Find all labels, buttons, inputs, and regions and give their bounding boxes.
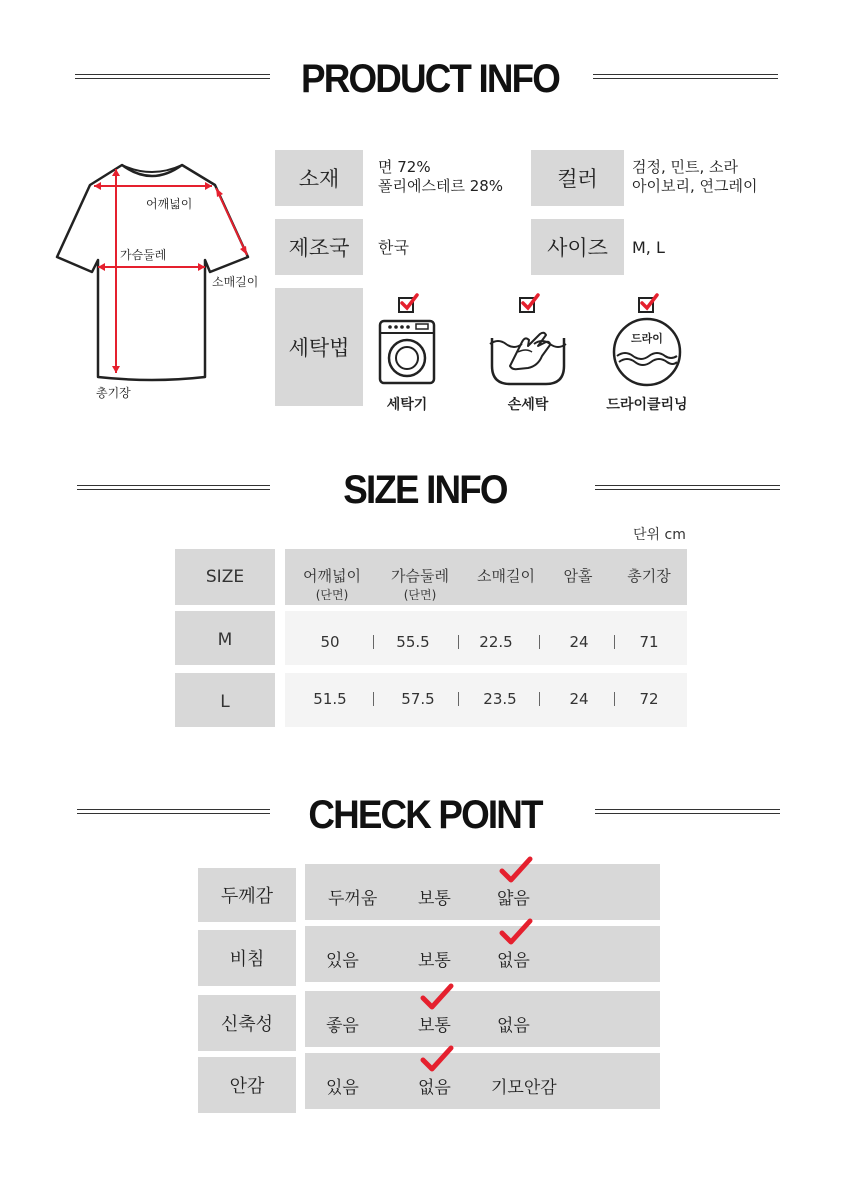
red-check-icon (519, 291, 541, 313)
check-option: 두꺼움 (328, 889, 378, 909)
size-m-shoulder: 50 (320, 633, 340, 651)
origin-label: 제조국 (275, 219, 363, 275)
wash-check-box-1 (398, 297, 414, 313)
heading-rule-left (75, 74, 270, 79)
size-separator (539, 635, 540, 649)
wash-label: 세탁법 (275, 288, 363, 406)
size-row-m-label: M (217, 630, 233, 650)
col-name-shoulder: 어깨넓이 (303, 567, 361, 585)
col-header-shoulder (292, 565, 372, 603)
size-info-heading: SIZE INFO (343, 468, 507, 512)
col-header-armhole: 암홀 (563, 567, 593, 585)
diagram-label-shoulder: 어깨넓이 (146, 197, 193, 211)
col-name-chest: 가슴둘레 (391, 567, 449, 585)
size-l-chest: 57.5 (401, 690, 435, 708)
col-sub-shoulder: (단면) (315, 588, 349, 602)
color-line-1: 검정, 민트, 소라 (632, 158, 739, 176)
check-label-3: 안감 (198, 1057, 296, 1113)
hand-wash-icon (488, 322, 568, 388)
size-heading-rule-left (77, 485, 270, 490)
diagram-label-chest: 가슴둘레 (120, 248, 167, 262)
check-option: 기모안감 (491, 1078, 557, 1098)
heading-rule-right (593, 74, 778, 79)
check-option: 없음 (497, 951, 530, 971)
washing-machine-icon (378, 319, 436, 385)
size-row-l-label: L (220, 692, 230, 712)
size-header-label: SIZE (205, 567, 245, 587)
size-separator (614, 692, 615, 706)
diagram-label-sleeve: 소매길이 (212, 275, 259, 289)
size-separator (458, 692, 459, 706)
wash-check-box-2 (519, 297, 535, 313)
check-label-0: 두께감 (198, 868, 296, 922)
size-separator (539, 692, 540, 706)
wash-method-label-2: 손세탁 (507, 397, 549, 413)
dry-clean-badge: 드라이 (631, 332, 663, 345)
size-m-length: 71 (639, 633, 659, 651)
size-value: M, L (632, 238, 665, 257)
check-heading-rule-left (77, 809, 270, 814)
material-label: 소재 (275, 150, 363, 206)
wash-method-label-1: 세탁기 (386, 397, 428, 413)
diagram-label-length: 총기장 (96, 386, 131, 400)
size-label: 사이즈 (531, 219, 624, 275)
size-m-armhole: 24 (569, 633, 589, 651)
check-option: 보통 (418, 889, 451, 909)
size-heading-rule-right (595, 485, 780, 490)
check-option: 좋음 (326, 1016, 359, 1036)
col-sub-chest: (단면) (403, 588, 437, 602)
size-separator (614, 635, 615, 649)
check-option: 얇음 (497, 889, 530, 909)
material-value (378, 158, 503, 196)
size-l-armhole: 24 (569, 690, 589, 708)
check-option: 있음 (326, 951, 359, 971)
check-option: 없음 (497, 1016, 530, 1036)
red-check-icon (398, 291, 420, 313)
size-unit: 단위 cm (633, 527, 686, 543)
col-header-chest (380, 565, 460, 603)
size-m-chest: 55.5 (396, 633, 430, 651)
size-separator (373, 692, 374, 706)
size-l-shoulder: 51.5 (313, 690, 347, 708)
dry-clean-icon (611, 316, 683, 388)
col-header-length: 총기장 (627, 567, 671, 585)
selected-check-icon (499, 918, 533, 948)
check-option: 없음 (418, 1078, 451, 1098)
check-option: 있음 (326, 1078, 359, 1098)
size-m-sleeve: 22.5 (479, 633, 513, 651)
check-label-1: 비침 (198, 930, 296, 986)
wash-method-label-3: 드라이클리닝 (606, 397, 688, 413)
col-header-sleeve: 소매길이 (477, 567, 535, 585)
product-info-heading: PRODUCT INFO (300, 57, 560, 101)
check-point-heading: CHECK POINT (308, 793, 542, 837)
color-line-2: 아이보리, 연그레이 (632, 177, 758, 195)
check-option: 보통 (418, 1016, 451, 1036)
color-label: 컬러 (531, 150, 624, 206)
check-label-2: 신축성 (198, 995, 296, 1051)
size-separator (373, 635, 374, 649)
check-heading-rule-right (595, 809, 780, 814)
check-option: 보통 (418, 951, 451, 971)
size-l-sleeve: 23.5 (483, 690, 517, 708)
wash-check-box-3 (638, 297, 654, 313)
origin-value: 한국 (378, 238, 409, 257)
size-l-length: 72 (639, 690, 659, 708)
selected-check-icon (499, 856, 533, 886)
selected-check-icon (420, 1045, 454, 1075)
red-check-icon (638, 291, 660, 313)
size-separator (458, 635, 459, 649)
material-line-2: 폴리에스테르 28% (378, 177, 504, 195)
selected-check-icon (420, 983, 454, 1013)
material-line-1: 면 72% (378, 158, 431, 176)
color-value (632, 158, 757, 196)
